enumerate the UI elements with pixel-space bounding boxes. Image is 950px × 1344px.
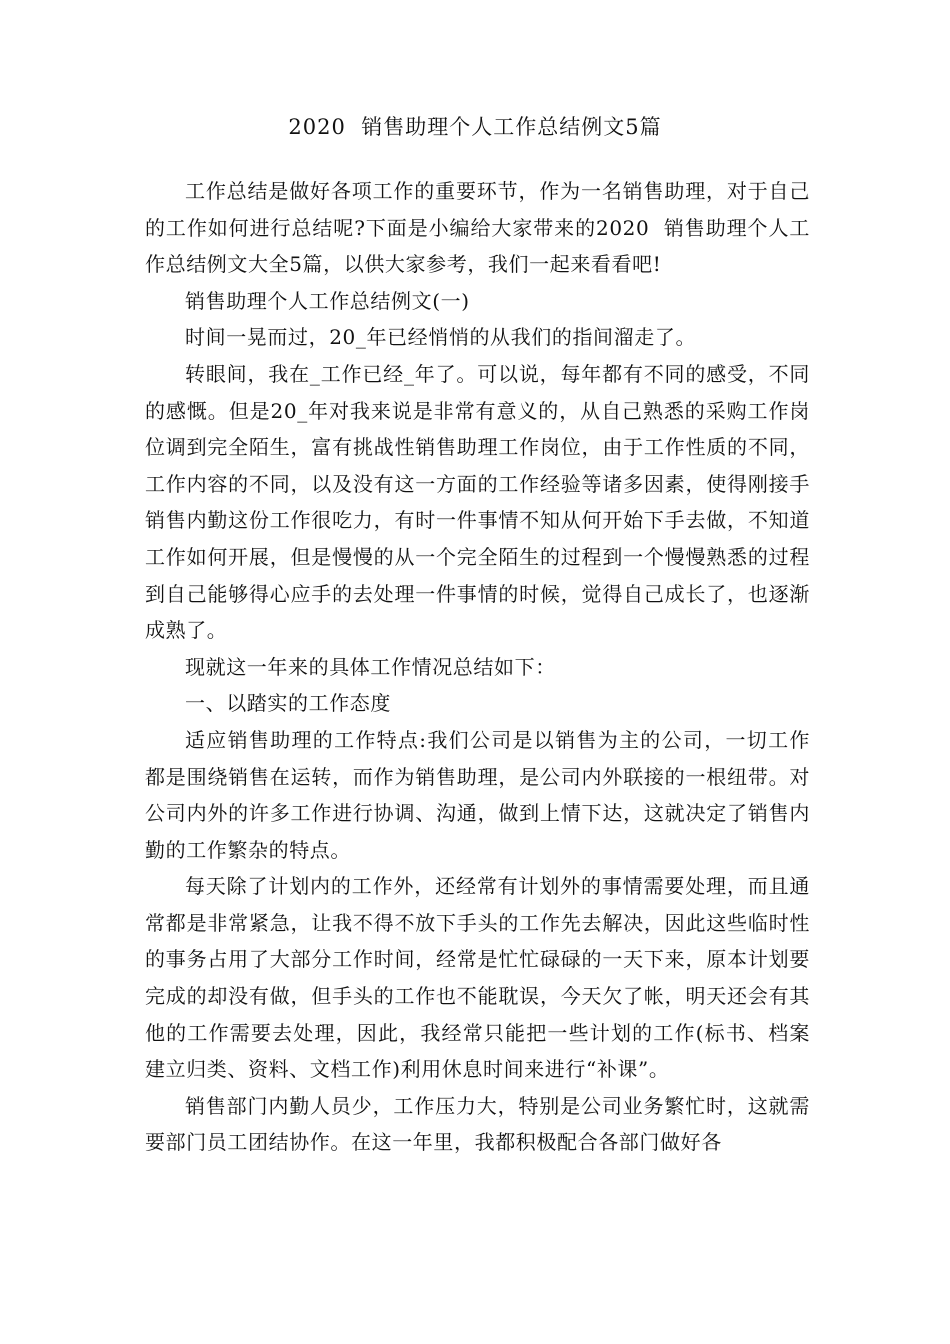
paragraph-reflection: 转眼间，我在_工作已经_年了。可以说，每年都有不同的感受，不同的感慨。但是20_年对我来说是非常有意义的，从自己熟悉的采购工作岗位调到完全陌生，富有挑战性销售助理工作岗位，由于工作性质的不同，工作内容的不同，以及没有这一方面的工作经验等诸多因素，使得刚接手销售内勤这份工作很吃力，有时一件事情不知从何开始下手去做，不知道工作如何开展，但是慢慢的从一个完全陌生的过程到一个慢慢熟悉的过程到自己能够得心应手的去处理一件事情的时候，觉得自己成长了，也逐渐成熟了。	[145, 361, 810, 643]
paragraph-teamwork: 销售部门内勤人员少，工作压力大，特别是公司业务繁忙时，这就需要部门员工团结协作。在这一年里，我都积极配合各部门做好各	[145, 1093, 810, 1155]
paragraph-summary-intro: 现就这一年来的具体工作情况总结如下：	[185, 654, 556, 679]
paragraph-role-characteristics: 适应销售助理的工作特点:我们公司是以销售为主的公司，一切工作都是围绕销售在运转，而作为销售助理，是公司内外联接的一根纽带。对公司内外的许多工作进行协调、沟通，做到上情下达，这就决定了销售内勤的工作繁杂的特点。	[145, 727, 810, 862]
paragraph-example-heading: 销售助理个人工作总结例文(一)	[185, 288, 470, 313]
section-heading-attitude: 一、以踏实的工作态度	[185, 691, 391, 716]
document-body	[145, 173, 810, 1161]
paragraph-daily-work: 每天除了计划内的工作外，还经常有计划外的事情需要处理，而且通常都是非常紧急，让我不得不放下手头的工作先去解决，因此这些临时性的事务占用了大部分工作时间，经常是忙忙碌碌的一天下来，原本计划要完成的却没有做，但手头的工作也不能耽误，今天欠了帐，明天还会有其他的工作需要去处理，因此，我经常只能把一些计划的工作(标书、档案建立归类、资料、文档工作)利用休息时间来进行“补课”。	[145, 874, 810, 1082]
paragraph-time-passes: 时间一晃而过，20_年已经悄悄的从我们的指间溜走了。	[185, 325, 697, 350]
document-title: 2020 销售助理个人工作总结例文5篇	[288, 115, 662, 139]
paragraph-intro: 工作总结是做好各项工作的重要环节，作为一名销售助理，对于自己的工作如何进行总结呢?下面是小编给大家带来的2020 销售助理个人工作总结例文大全5篇，以供大家参考，我们一起来看看吧!	[145, 179, 810, 277]
